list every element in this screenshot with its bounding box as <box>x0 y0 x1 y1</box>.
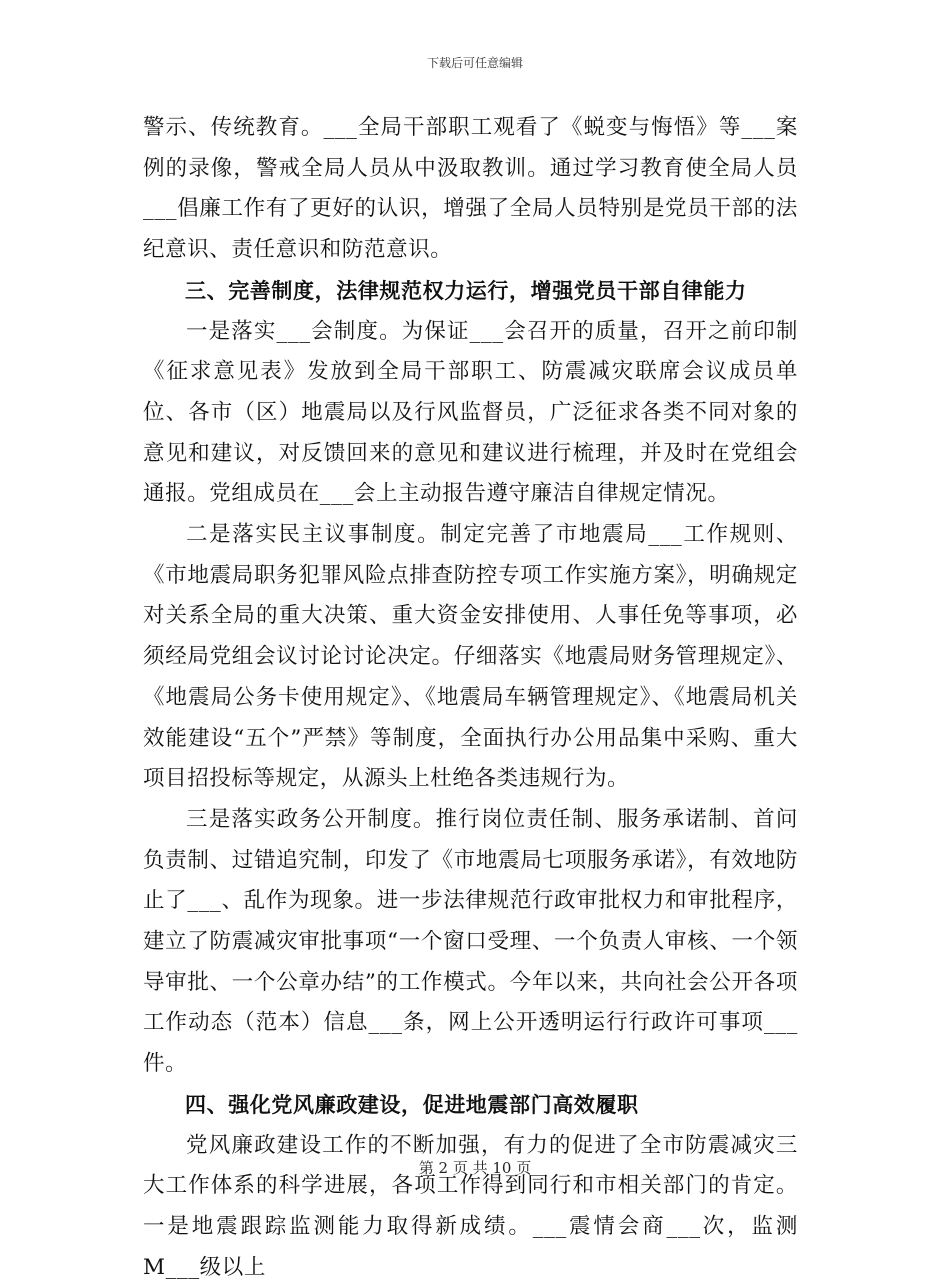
page-header: 下载后可任意编辑 <box>426 56 523 70</box>
section-heading-3: 三、完善制度，法律规范权力运行，增强党员干部自律能力 <box>185 278 747 303</box>
paragraph-4-1: 党风廉政建设工作的不断加强，有力的促进了全市防震减灾三大工作体系的科学进展，各项工作得到同行和市相关部门的肯定。一是地震跟踪监测能力取得新成绩。___震情会商___次，监测M___级以上 <box>143 1132 798 1280</box>
paragraph-3-1: 一是落实___会制度。为保证___会召开的质量，召开之前印制《征求意见表》发放到全局干部职工、防震减灾联席会议成员单位、各市（区）地震局以及行风监督员，广泛征求各类不同对象的意见和建议，对反馈回来的意见和建议进行梳理，并及时在党组会通报。党组成员在___会上主动报告遵守廉洁自律规定情况。 <box>143 318 798 507</box>
document-body <box>143 108 798 1288</box>
section-heading-4: 四、强化党风廉政建设，促进地震部门高效履职 <box>185 1092 639 1117</box>
paragraph-3-3: 三是落实政务公开制度。推行岗位责任制、服务承诺制、首问负责制、过错追究制，印发了《市地震局七项服务承诺》，有效地防止了___、乱作为现象。进一步法律规范行政审批权力和审批程序，建立了防震减灾审批事项“一个窗口受理、一个负责人审核、一个领导审批、一个公章办结”的工作模式。今年以来，共向社会公开各项工作动态（范本）信息___条，网上公开透明运行行政许可事项___件。 <box>143 806 798 1077</box>
page-footer: 第 2 页 共 10 页 <box>418 1159 532 1177</box>
paragraph-3-2: 二是落实民主议事制度。制定完善了市地震局___工作规则、《市地震局职务犯罪风险点排查防控专项工作实施方案》，明确规定对关系全局的重大决策、重大资金安排使用、人事任免等事项，必须经局党组会议讨论讨论决定。仔细落实《地震局财务管理规定》、《地震局公务卡使用规定》、《地震局车辆管理规定》、《地震局机关效能建设“五个”严禁》等制度，全面执行办公用品集中采购、重大项目招投标等规定，从源头上杜绝各类违规行为。 <box>143 522 798 792</box>
paragraph-continuation: 警示、传统教育。___全局干部职工观看了《蜕变与悔悟》等___案例的录像，警戒全局人员从中汲取教训。通过学习教育使全局人员___倡廉工作有了更好的认识，增强了全局人员特别是党员干部的法纪意识、责任意识和防范意识。 <box>143 115 798 263</box>
